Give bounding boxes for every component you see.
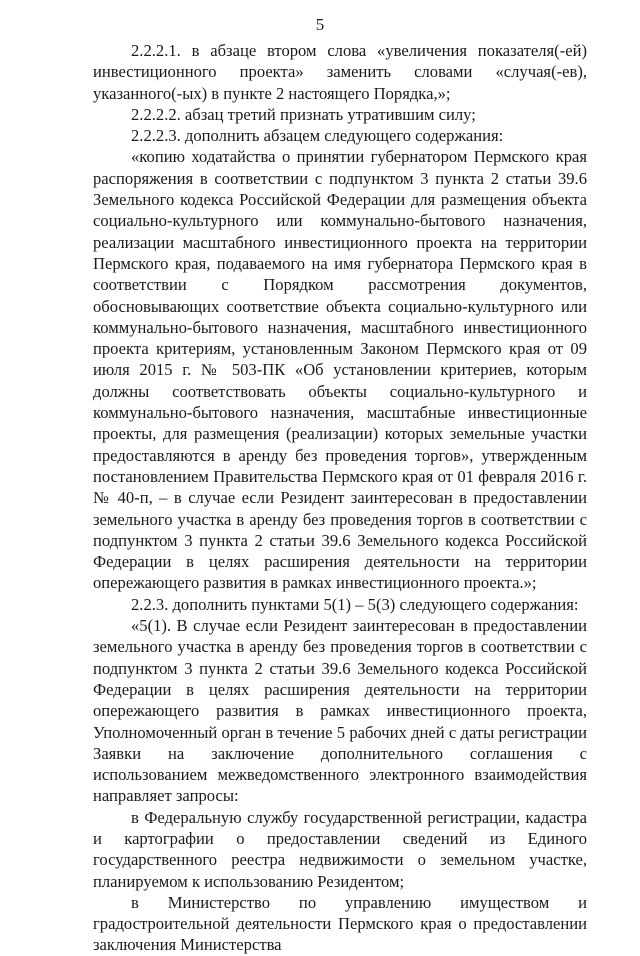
paragraph-rosreestr-request: в Федеральную службу государственной регистрации, кадастра и картографии о предоставлении сведений из Единого государственного реестра недвижимости о земельном участке, планируемом к использованию Резидентом; bbox=[93, 807, 587, 891]
paragraph-2-2-3: 2.2.3. дополнить пунктами 5(1) – 5(3) следующего содержания: bbox=[131, 594, 579, 614]
paragraph-quoted-copy: «копию ходатайства о принятии губернатором Пермского края распоряжения в соответствии с подпунктом 3 пункта 2 статьи 39.6 Земельного кодекса Российской Федерации для размещения объекта социально-культурного или коммунально-бытового назначения, реализации масштабного инвестиционного проекта на территории Пермского края, подаваемого на имя губернатора Пермского края в соответствии с Порядком рассмотрения документов, обосновывающих соответствие объекта социально-культурного или коммунально-бытового назначения, масштабного инвестиционного проекта критериям, установленным Законом Пермского края от 09 июля 2015 г. № 503-ПК «Об установлении критериев, которым должны соответствовать объекты социально-культурного и коммунально-бытового назначения, масштабные инвестиционные проекты, для размещения (реализации) которых земельные участки предоставляются в аренду без проведения торгов», утвержденным постановлением Правительства Пермского края от 01 февраля 2016 г. № 40-п, – в случае если Резидент заинтересован в предоставлении земельного участка в аренду без проведения торгов в соответствии с подпунктом 3 пункта 2 статьи 39.6 Земельного кодекса Российской Федерации в целях расширения деятельности на территории опережающего развития в рамках инвестиционного проекта.»; bbox=[93, 147, 587, 593]
paragraph-2-2-2-1: 2.2.2.1. в абзаце втором слова «увеличения показателя(-ей) инвестиционного проекта» заменить словами «случая(-ев), указанного(-ых) в пункте 2 настоящего Порядка,»; bbox=[93, 41, 587, 103]
page-number: 5 bbox=[315, 15, 325, 34]
paragraph-2-2-2-2: 2.2.2.2. абзац третий признать утратившим силу; bbox=[131, 104, 476, 124]
paragraph-ministry-request: в Министерство по управлению имуществом и градостроительной деятельности Пермского края о предоставлении заключения Министерства bbox=[93, 892, 587, 955]
document-body bbox=[93, 40, 587, 956]
paragraph-2-2-2-3: 2.2.2.3. дополнить абзацем следующего содержания: bbox=[131, 126, 504, 146]
paragraph-5-1: «5(1). В случае если Резидент заинтересован в предоставлении земельного участка в аренду без проведения торгов в соответствии с подпунктом 3 пункта 2 статьи 39.6 Земельного кодекса Российской Федерации в целях расширения деятельности на территории опережающего развития в рамках инвестиционного проекта, Уполномоченный орган в течение 5 рабочих дней с даты регистрации Заявки на заключение дополнительного соглашения с использованием межведомственного электронного взаимодействия направляет запросы: bbox=[93, 616, 587, 806]
